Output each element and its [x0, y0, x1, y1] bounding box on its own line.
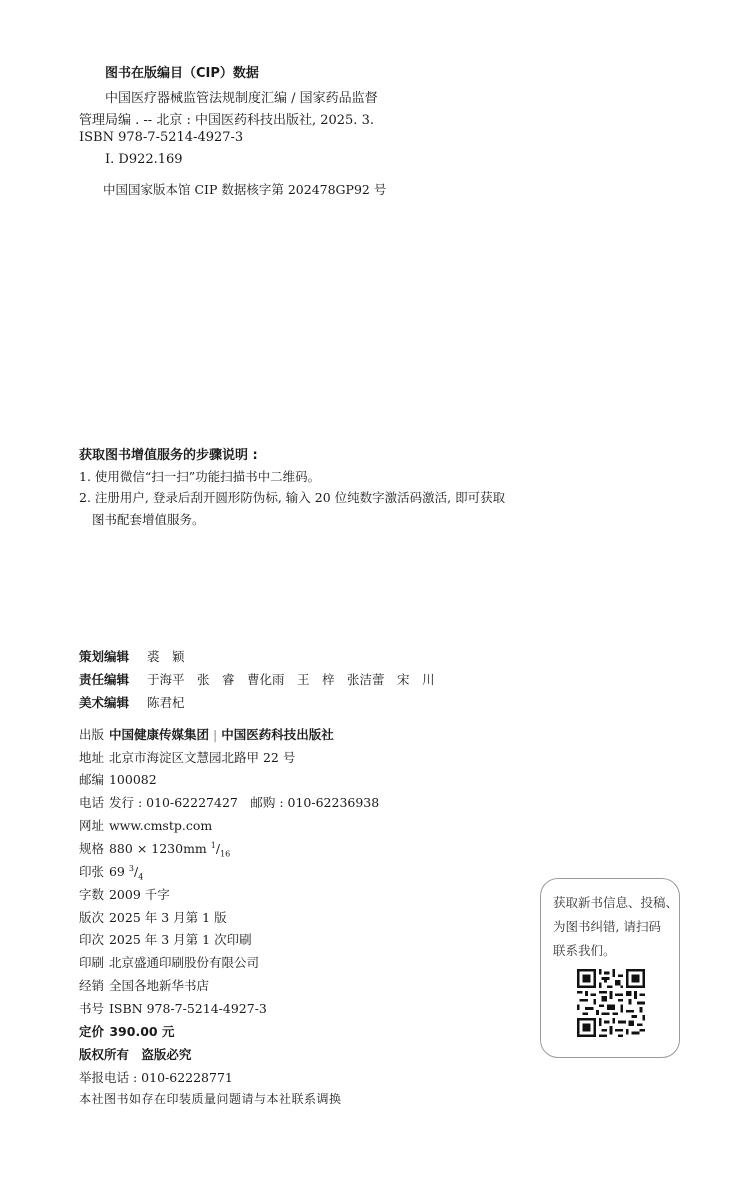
sheets-sub: 4 [138, 872, 144, 882]
cip-line-4: Ⅰ. D922.169 [105, 152, 183, 167]
phone-value: 发行 : 010-62227427 邮购 : 010-62236938 [108, 795, 380, 810]
words-label: 字数 [79, 887, 105, 902]
publisher-label: 出版 [79, 727, 105, 742]
printer-row [79, 953, 259, 971]
qr-contact-box [540, 878, 680, 1058]
words-value: 2009 千字 [108, 887, 170, 902]
responsible-editor-names: 于海平 张 睿 曹化雨 王 梓 张洁蕾 宋 川 [147, 672, 435, 687]
format-row: 规格 880 × 1230mm $^1/_{16}$ [79, 840, 231, 859]
sheets-value: 69 [108, 864, 129, 879]
report-phone: 举报电话 : 010-62228771 [79, 1070, 233, 1085]
format-sub: 16 [220, 849, 231, 859]
isbn-value: ISBN 978-7-5214-4927-3 [108, 1001, 267, 1016]
address-value: 北京市海淀区文慧园北路甲 22 号 [108, 750, 296, 765]
art-editor-row [79, 693, 185, 711]
price-value: 390.00 元 [109, 1024, 175, 1039]
service-step-2: 2. 注册用户, 登录后刮开圆形防伪标, 输入 20 位纯数字激活码激活, 即可获取 [79, 490, 506, 505]
address-label: 地址 [79, 750, 105, 765]
format-label: 规格 [79, 841, 105, 856]
quality-notice: 本社图书如存在印装质量问题请与本社联系调换 [79, 1092, 342, 1106]
rights-label: 版权所有 [79, 1047, 130, 1062]
planning-editor-row [79, 647, 185, 665]
phone-row [79, 793, 379, 811]
printing-label: 印次 [79, 932, 105, 947]
format-value: 880 × 1230mm [108, 841, 211, 856]
cip-title: 图书在版编目（CIP）数据 [105, 66, 259, 81]
art-editor-label: 美术编辑 [79, 695, 130, 710]
responsible-editor-row [79, 670, 435, 688]
website-row [79, 816, 212, 834]
publisher-row [79, 725, 334, 743]
cip-line-2: 管理局编 . -- 北京 : 中国医药科技出版社, 2025. 3. [79, 113, 374, 128]
edition-label: 版次 [79, 910, 105, 925]
service-step-1: 1. 使用微信“扫一扫”功能扫描书中二维码。 [79, 469, 321, 484]
qr-caption-line-2: 为图书纠错, 请扫码 [553, 919, 661, 934]
sheets-sup: 3 [128, 863, 134, 873]
rights-value: 盗版必究 [141, 1047, 192, 1062]
planning-editor-label: 策划编辑 [79, 649, 130, 664]
printer-value: 北京盛通印刷股份有限公司 [108, 955, 259, 970]
cip-verify: 中国国家版本馆 CIP 数据核字第 202478GP92 号 [103, 182, 387, 197]
responsible-editor-label: 责任编辑 [79, 672, 130, 687]
sheets-label: 印张 [79, 864, 105, 879]
postcode-value: 100082 [108, 772, 157, 787]
service-title: 获取图书增值服务的步骤说明 : [79, 448, 258, 463]
sheets-row: 印张 69 $^3/_4$ [79, 863, 144, 882]
edition-row [79, 908, 227, 926]
service-step-2-cont: 图书配套增值服务。 [92, 512, 205, 527]
cip-line-3: ISBN 978-7-5214-4927-3 [79, 130, 244, 145]
website-value: www.cmstp.com [108, 818, 213, 833]
words-row [79, 885, 170, 903]
qr-caption-line-1: 获取新书信息、投稿、 [553, 895, 679, 910]
rights-row [79, 1045, 191, 1063]
printer-label: 印刷 [79, 955, 105, 970]
price-label: 定价 [79, 1024, 105, 1039]
printing-row [79, 930, 252, 948]
qr-caption-line-3: 联系我们。 [553, 943, 616, 958]
art-editor-names: 陈君杞 [147, 695, 185, 710]
qr-code-icon[interactable] [577, 969, 645, 1037]
phone-label: 电话 [79, 795, 105, 810]
format-sup: 1 [210, 840, 216, 850]
distribution-row [79, 976, 209, 994]
distribution-value: 全国各地新华书店 [108, 978, 209, 993]
edition-value: 2025 年 3 月第 1 版 [108, 910, 227, 925]
address-row [79, 748, 295, 766]
isbn-label: 书号 [79, 1001, 105, 1016]
publisher-divider: | [213, 727, 218, 742]
isbn-row [79, 999, 267, 1017]
cip-line-1: 中国医疗器械监管法规制度汇编 / 国家药品监督 [105, 91, 378, 106]
distribution-label: 经销 [79, 978, 105, 993]
postcode-row [79, 770, 157, 788]
planning-editor-names: 裘 颖 [147, 649, 185, 664]
printing-value: 2025 年 3 月第 1 次印刷 [108, 932, 252, 947]
publisher-name: 中国医药科技出版社 [221, 727, 334, 742]
publisher-group: 中国健康传媒集团 [108, 727, 209, 742]
price-row [79, 1022, 174, 1040]
postcode-label: 邮编 [79, 772, 105, 787]
qr-caption [553, 891, 678, 963]
website-label: 网址 [79, 818, 105, 833]
